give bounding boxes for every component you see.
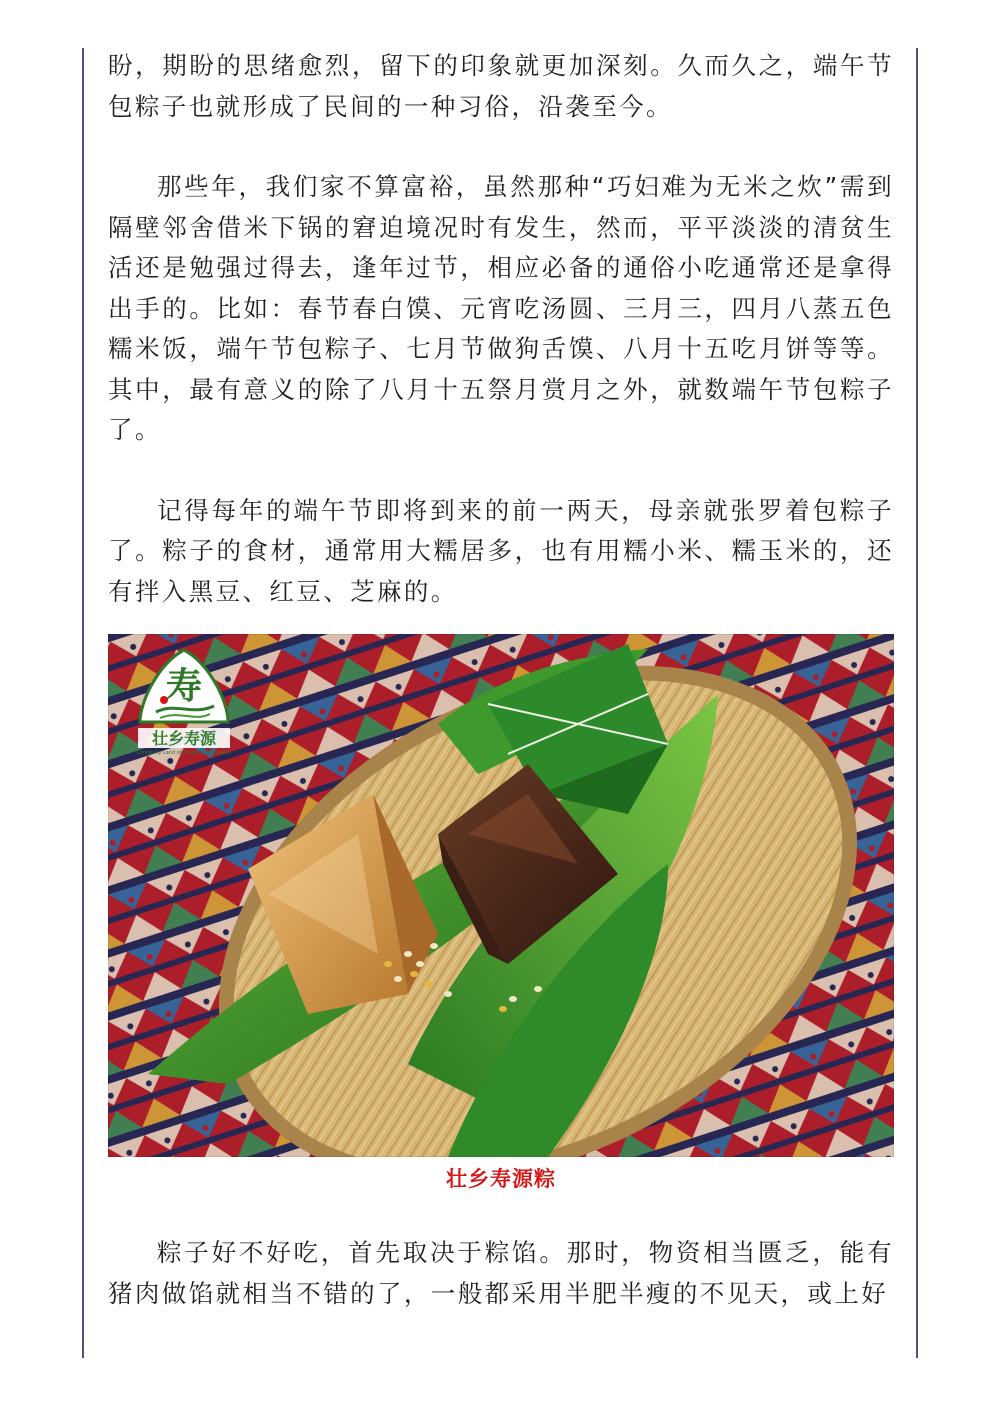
left-margin-rule (82, 48, 84, 1358)
logo-title: 壮乡寿源 (151, 729, 217, 748)
paragraph-childhood-festivals: 那些年，我们家不算富裕，虽然那种“巧妇难为无米之炊”需到隔壁邻舍借米下锅的窘迫境况时有发生，然而，平平淡淡的清贫生活还是勉强过得去，逢年过节，相应必备的通俗小吃通常还是拿得出手的。比如：春节春白馍、元宵吃汤圆、三月三，四月八蒸五色糯米饭，端午节包粽子、七月节做狗舌馍、八月十五吃月饼等等。其中，最有意义的除了八月十五祭月赏月之外，就数端午节包粽子了。 (108, 172, 894, 444)
brand-logo (136, 646, 232, 756)
right-margin-rule (916, 48, 918, 1358)
zongzi-photo (108, 634, 894, 1157)
svg-text:寿: 寿 (165, 665, 203, 707)
paragraph-zongzi-ingredients: 记得每年的端午节即将到来的前一两天，母亲就张罗着包粽子了。粽子的食材，通常用大糯居多，也有用糯小米、糯玉米的，还有拌入黑豆、红豆、芝麻的。 (108, 495, 894, 606)
article-body (108, 46, 894, 1314)
paragraph-zongzi-filling: 粽子好不好吃，首先取决于粽馅。那时，物资相当匮乏，能有猪肉做馅就相当不错的了，一般都采用半肥半瘦的不见天，或上好 (108, 1238, 894, 1308)
paragraph-continued: 盼，期盼的思绪愈烈，留下的印象就更加深刻。久而久之，端午节包粽子也就形成了民间的一种习俗，沿袭至今。 (108, 51, 894, 121)
logo-subtitle: Longevity Land of Zhuang Nationality (136, 750, 232, 756)
photo-caption: 壮乡寿源粽 (446, 1167, 556, 1191)
